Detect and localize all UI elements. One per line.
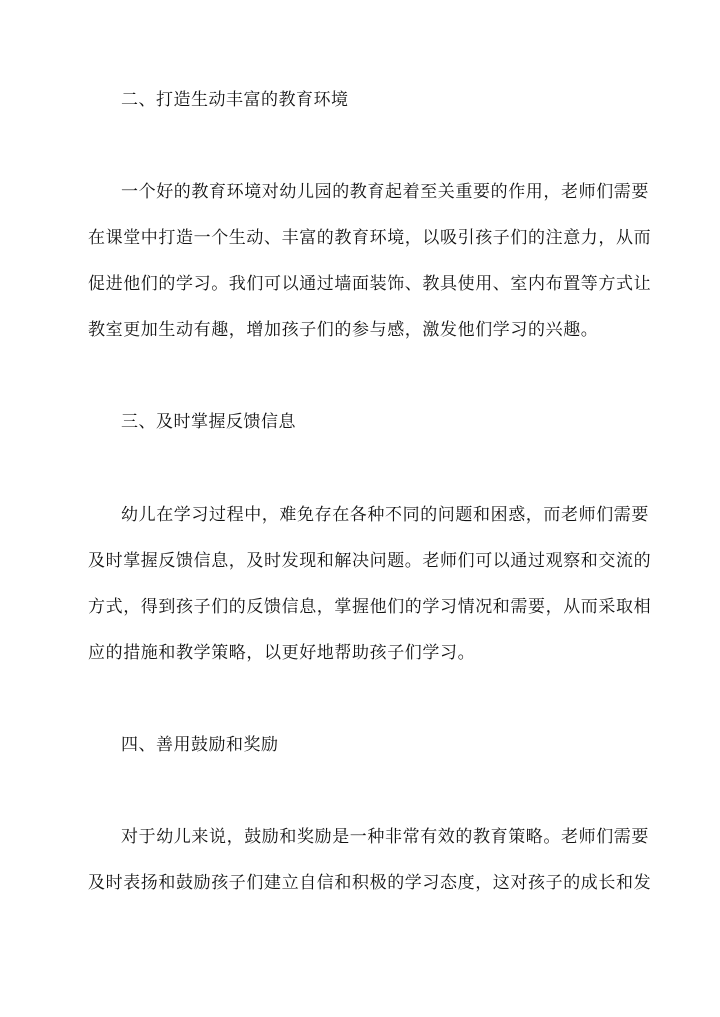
section-heading: 三、及时掌握反馈信息 [121, 412, 296, 432]
paragraph-line: 在课堂中打造一个生动、丰富的教育环境，以吸引孩子们的注意力，从而 [88, 228, 652, 248]
section-heading: 二、打造生动丰富的教育环境 [121, 90, 349, 110]
paragraph-line: 对于幼儿来说，鼓励和奖励是一种非常有效的教育策略。老师们需要 [121, 827, 649, 847]
paragraph-line: 幼儿在学习过程中，难免存在各种不同的问题和困惑，而老师们需要 [121, 505, 649, 525]
paragraph-line: 及时表扬和鼓励孩子们建立自信和积极的学习态度，这对孩子的成长和发 [88, 873, 652, 893]
section-paragraph [88, 504, 652, 688]
paragraph-line: 方式，得到孩子们的反馈信息，掌握他们的学习情况和需要，从而采取相 [88, 597, 652, 617]
paragraph-line: 教室更加生动有趣，增加孩子们的参与感，激发他们学习的兴趣。 [88, 320, 599, 340]
paragraph-line: 及时掌握反馈信息，及时发现和解决问题。老师们可以通过观察和交流的 [88, 551, 652, 571]
section-paragraph [88, 826, 652, 918]
paragraph-line: 应的措施和教学策略，以更好地帮助孩子们学习。 [88, 643, 476, 663]
paragraph-line: 一个好的教育环境对幼儿园的教育起着至关重要的作用，老师们需要 [121, 182, 649, 202]
section-heading: 四、善用鼓励和奖励 [121, 735, 279, 755]
section-paragraph [88, 181, 652, 365]
paragraph-line: 促进他们的学习。我们可以通过墙面装饰、教具使用、室内布置等方式让 [88, 274, 652, 294]
